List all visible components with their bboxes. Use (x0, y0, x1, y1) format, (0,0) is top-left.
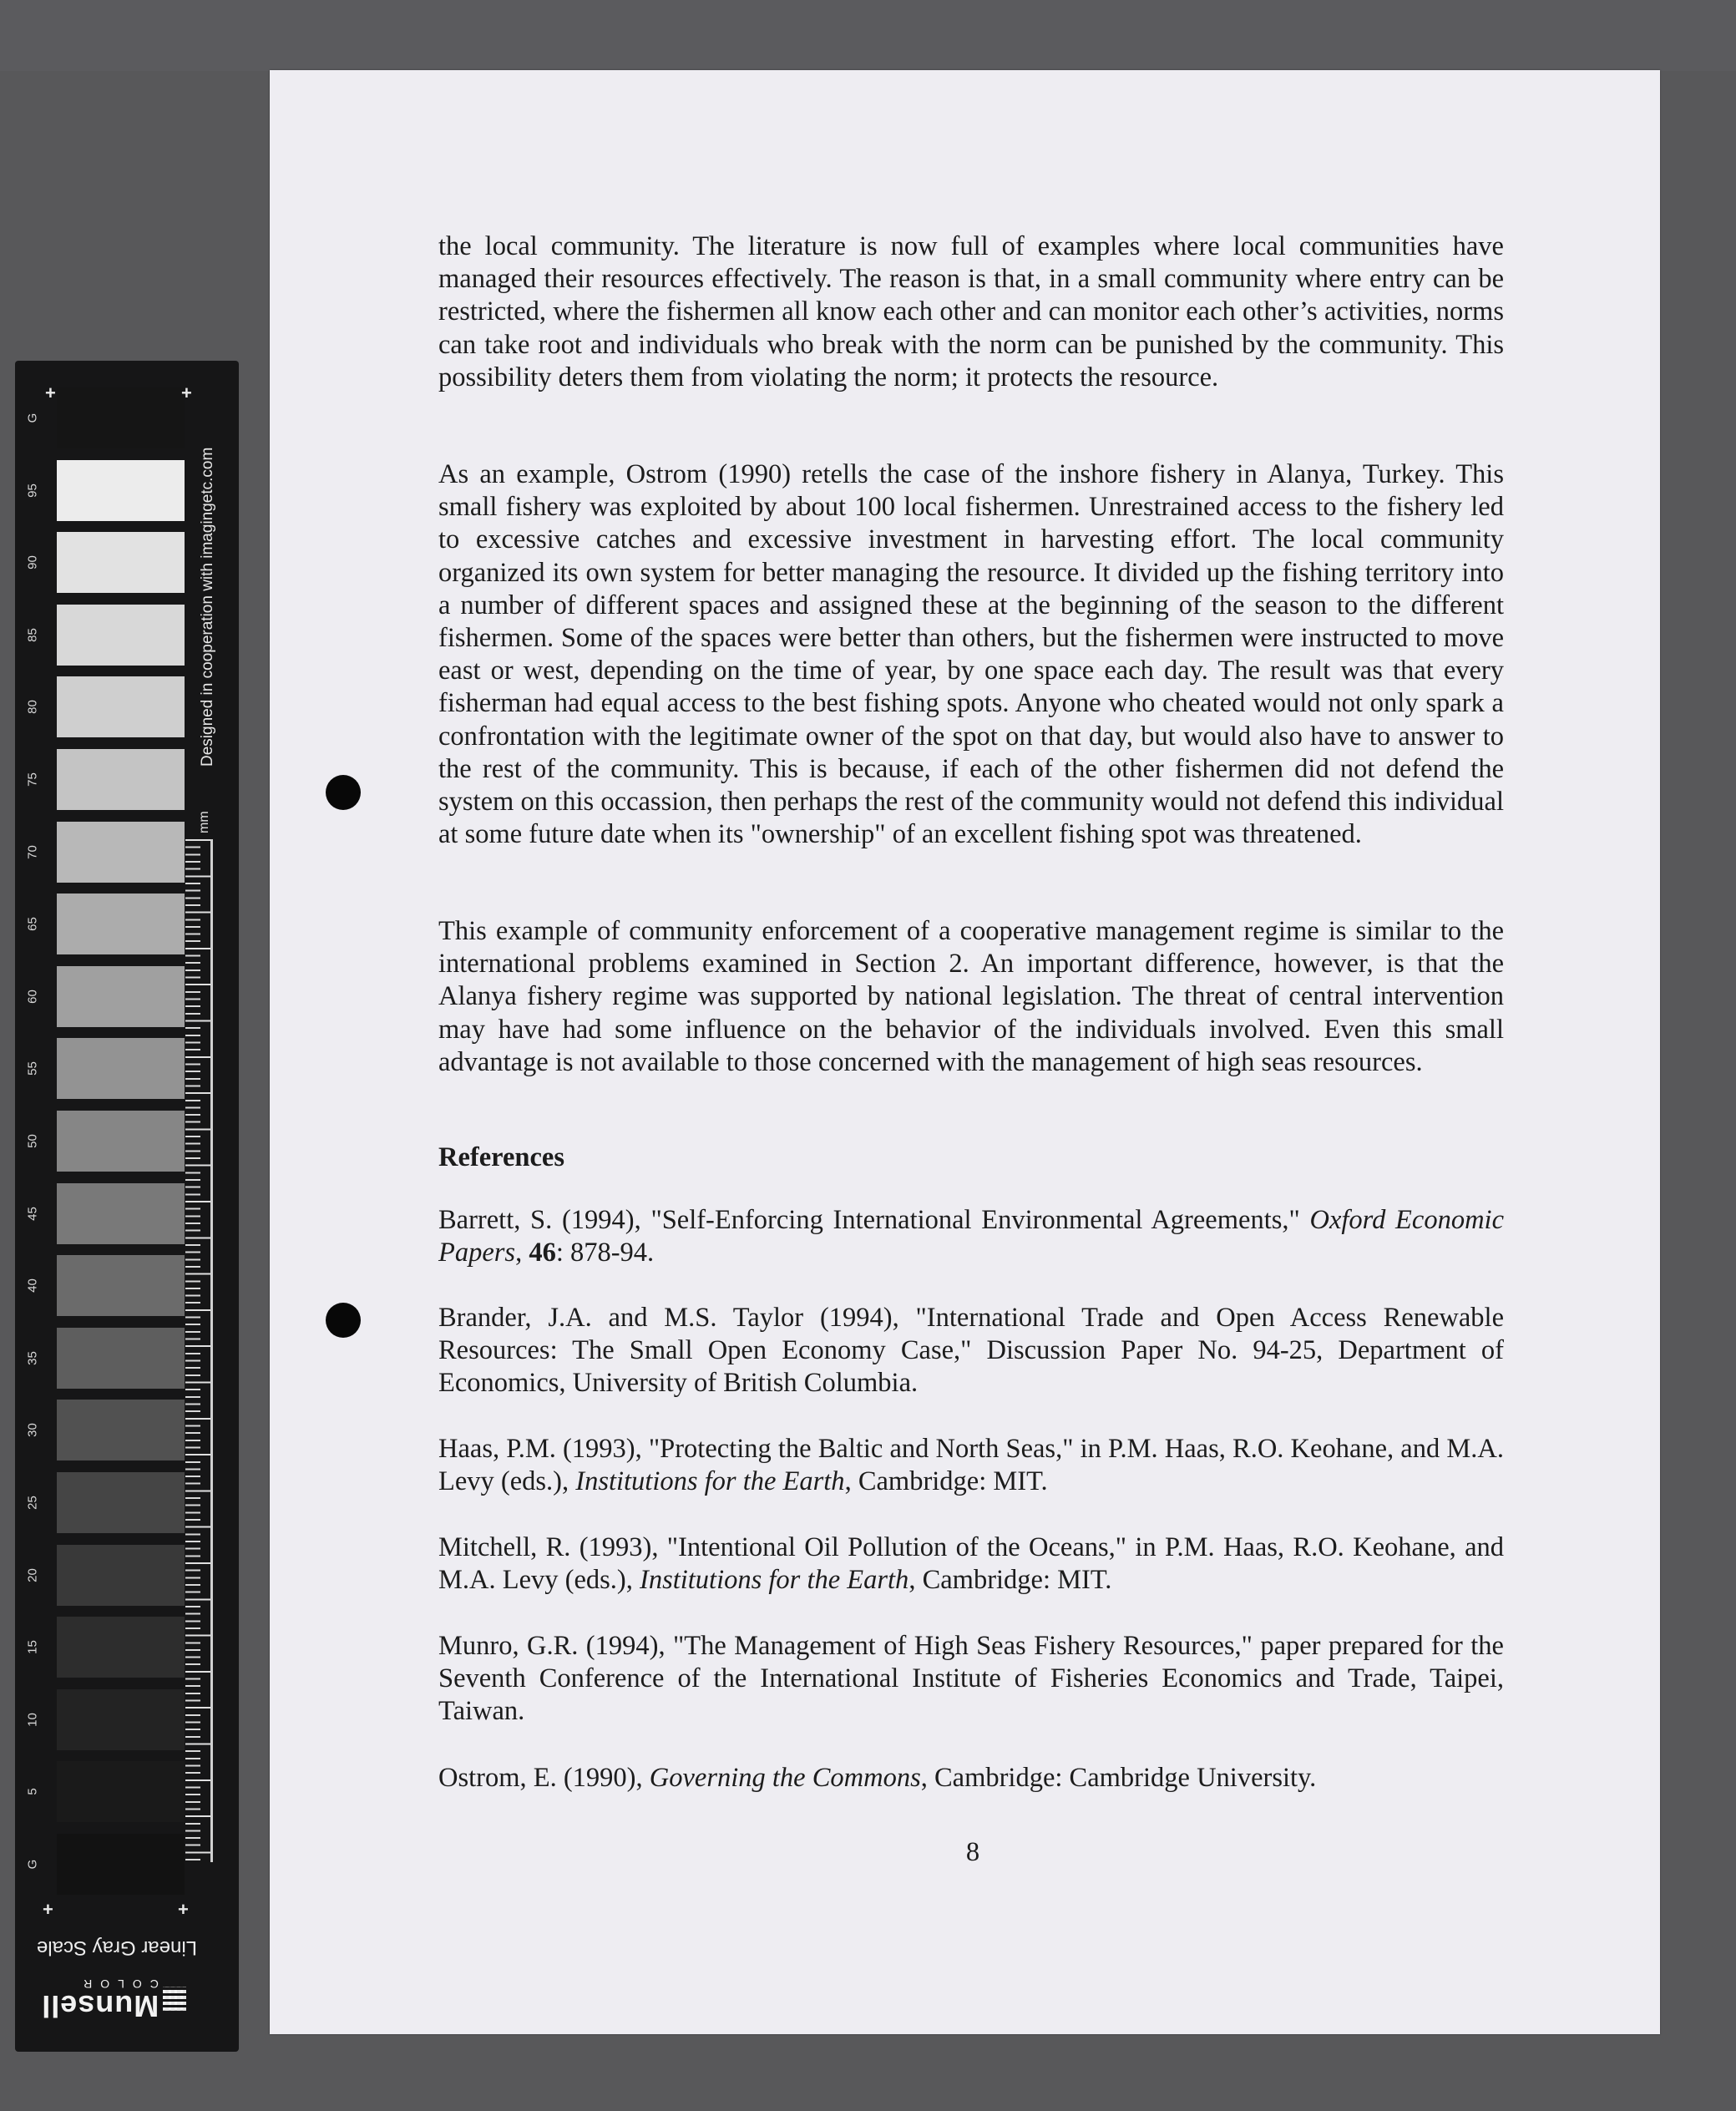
gray-patch (57, 1761, 185, 1822)
gray-patch (57, 1617, 185, 1678)
reference-after-text: , Cambridge: MIT. (908, 1565, 1112, 1596)
gray-patch-label: 60 (25, 989, 40, 1004)
reference-italic-text: Institutions for the Earth (640, 1565, 909, 1596)
mm-ruler-major (185, 839, 210, 1862)
reference-after-text: , Cambridge: MIT. (844, 1466, 1048, 1497)
reference-before-text: Munro, G.R. (1994), "The Management of High Seas Fishery Resources," paper prepared for the Seventh Conference of the International Institute of Fisheries Economics and Trade, Taipei, Taiwan. (438, 1631, 1504, 1727)
munsell-logo-icon (163, 1987, 186, 2011)
gray-patch (57, 676, 185, 737)
gray-patch-label: 65 (25, 917, 40, 932)
gray-patch (57, 1400, 185, 1460)
registration-mark: + (181, 382, 192, 403)
gray-patch-label: 15 (25, 1640, 40, 1655)
gray-patch (57, 387, 185, 448)
designed-in-cooperation-text: Designed in cooperation with imagingetc.com (199, 447, 216, 767)
reference-italic-text: Oxford Economic Papers (438, 1205, 1504, 1268)
gray-patch-label: 80 (25, 700, 40, 715)
scan-backdrop (0, 0, 1736, 71)
ruler-baseline (210, 839, 213, 1862)
gray-patch-label: G (25, 1859, 40, 1870)
gray-patch-label: 40 (25, 1278, 40, 1293)
reference-entry (438, 1204, 1504, 1269)
gray-patch-label: 70 (25, 844, 40, 859)
gray-patch (57, 894, 185, 954)
reference-before-text: Barrett, S. (1994), "Self-Enforcing International Environmental Agreements," (438, 1205, 1310, 1235)
gray-patch-label: 90 (25, 555, 40, 570)
gray-patch (57, 1689, 185, 1750)
munsell-brand (33, 1977, 200, 2023)
gray-patch-label: 35 (25, 1350, 40, 1365)
paragraph-text: This example of community enforcement of a cooperative management regime is similar to the international problems examined in Section 2. An important difference, however, is that the Alanya fishery regime was supported by national legislation. The threat of central intervention may have had some influence on the behavior of the individuals involved. Even this small advantage is not available to those concerned with the management of high seas resources. (438, 916, 1504, 1077)
gray-patch (57, 966, 185, 1027)
reference-bold-text: 46 (529, 1238, 556, 1268)
reference-after-text: : 878-94. (555, 1238, 655, 1268)
gray-patch (57, 1472, 185, 1533)
reference-after-text: , Cambridge: Cambridge University. (920, 1763, 1317, 1793)
punch-hole (326, 1303, 361, 1338)
gray-patch (57, 1183, 185, 1244)
paragraph (438, 230, 1504, 394)
reference-italic-text: Institutions for the Earth (575, 1466, 845, 1497)
gray-patch-label: 30 (25, 1423, 40, 1438)
brand-subtitle: COLOR (75, 1977, 159, 1991)
gray-patch-label: 50 (25, 1134, 40, 1148)
gray-patch (57, 1545, 185, 1606)
page-number: 8 (965, 1837, 980, 1867)
paragraph-text: As an example, Ostrom (1990) retells the case of the inshore fishery in Alanya, Turkey. This small fishery was exploited by about 100 local fishermen. Unrestrained access to the fishery led to excessive catches and excessive investment in harvesting effort. The local community organized its own system for better managing the resource. It divided up the fishing territory into a number of different spaces and assigned these at the beginning of the season to the different fishermen. Some of the spaces were better than others, but the fishermen were instructed to move east or west, depending on the time of year, by one space each day. The result was that every fisherman had equal access to the best fishing spots. Anyone who cheated would not only spark a confrontation with the legitimate owner of the spot on that day, but would also have to answer to the rest of the community. This is because, if each of the other fishermen did not defend the system on this occassion, then perhaps the rest of the community would not defend this individual at some future date when its "ownership" of an excellent fishing spot was threatened. (438, 459, 1504, 850)
gray-patch-label: 85 (25, 627, 40, 642)
gray-patch (57, 532, 185, 593)
gray-patch-label: 55 (25, 1061, 40, 1076)
reference-middle-text: , (515, 1238, 529, 1268)
gray-patch (57, 1038, 185, 1099)
gray-patch-label: G (25, 413, 40, 423)
gray-patch-label: 10 (25, 1712, 40, 1727)
paragraph (438, 915, 1504, 1079)
gray-patch (57, 822, 185, 883)
gray-patch (57, 1834, 185, 1895)
gray-patch (57, 1328, 185, 1389)
gray-scale-title: Linear Gray Scale (36, 1936, 198, 1959)
registration-mark: + (178, 1899, 189, 1920)
ruler-unit-label: mm (197, 811, 211, 833)
brand-name: Munsell (41, 1988, 159, 2023)
paragraph (438, 458, 1504, 851)
gray-patch (57, 605, 185, 666)
gray-patch-label: 75 (25, 772, 40, 787)
reference-entry (438, 1762, 1504, 1795)
gray-patch-label: 45 (25, 1206, 40, 1221)
reference-before-text: Ostrom, E. (1990), (438, 1763, 650, 1793)
reference-entry (438, 1433, 1504, 1498)
reference-italic-text: Governing the Commons (649, 1763, 921, 1793)
paragraph-text: the local community. The literature is now full of examples where local communities have managed their resources effectively. The reason is that, in a small community where entry can be restricted, where the fishermen all know each other and can monitor each other’s activities, norms can take root and individuals who break with the norm can be punished by the community. This possibility deters them from violating the norm; it protects the resource. (438, 231, 1504, 392)
reference-entry (438, 1630, 1504, 1729)
reference-entry (438, 1531, 1504, 1597)
reference-before-text: Brander, J.A. and M.S. Taylor (1994), "International Trade and Open Access Renewable Resources: The Small Open Economy Case," Discussion Paper No. 94-25, Department of Economics, University of British Columbia. (438, 1303, 1504, 1399)
gray-patch (57, 749, 185, 810)
gray-patch-label: 95 (25, 483, 40, 498)
reference-entry (438, 1302, 1504, 1400)
gray-patch (57, 1111, 185, 1172)
punch-hole (326, 775, 361, 810)
registration-mark: + (45, 382, 56, 403)
reference-before-text: Mitchell, R. (1993), "Intentional Oil Pollution of the Oceans," in P.M. Haas, R.O. Keohane, and M.A. Levy (eds.), (438, 1532, 1504, 1596)
references-heading: References (438, 1142, 564, 1172)
registration-mark: + (43, 1899, 53, 1920)
gray-patch (57, 1255, 185, 1316)
gray-patch-label: 20 (25, 1567, 40, 1582)
gray-patch (57, 460, 185, 521)
gray-patch-label: 25 (25, 1496, 40, 1510)
reference-before-text: Haas, P.M. (1993), "Protecting the Baltic and North Seas," in P.M. Haas, R.O. Keohane, and M.A. Levy (eds.), (438, 1434, 1504, 1497)
gray-patch-label: 5 (25, 1788, 40, 1796)
